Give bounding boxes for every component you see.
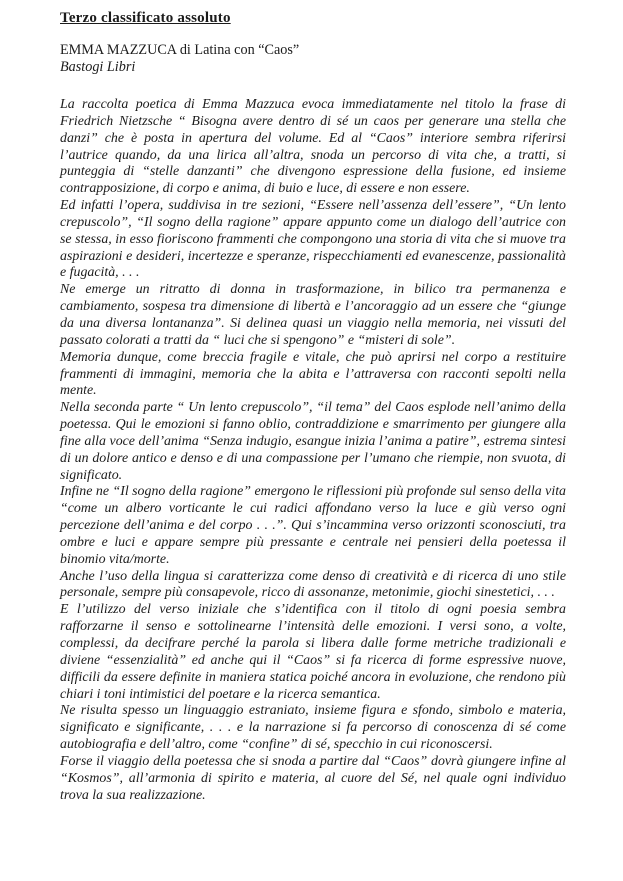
paragraph-6: Infine ne “Il sogno della ragione” emergono le riflessioni più profonde sul senso della vita “come un albero vorticante le cui radici affondano verso la luce e giù verso ogni percezione dell’anima e del corpo . . .”. Qui s’incammina verso orizzonti sconosciuti, tra ombre e luci e appare sempre più pressante e centrale nei pensieri della poetessa il binomio vita/morte. [60, 484, 566, 567]
paragraph-10: Forse il viaggio della poetessa che si snoda a partire dal “Caos” dovrà giungere infine al “Kosmos”, all’armonia di spirito e materia, al cuore del Sé, nel quale ogni individuo trova la sua realizzazione. [60, 753, 566, 803]
publisher-line: Bastogi Libri [60, 58, 136, 75]
paragraph-7: Anche l’uso della lingua si caratterizza come denso di creatività e di ricerca di uno stile personale, sempre più consapevole, ricco di assonanze, metonimie, giochi sinestetici, . . . [60, 568, 566, 601]
paragraph-3: Ne emerge un ritratto di donna in trasformazione, in bilico tra permanenza e cambiamento, sospesa tra dimensione di libertà e l’ancoraggio ad un essere che “giunge da una diversa lontananza”. Si delinea quasi un viaggio nella memoria, nei vissuti del passato colorati a tratti da “ luci che si spengono” e “misteri di sole”. [60, 282, 566, 348]
paragraph-1: La raccolta poetica di Emma Mazzuca evoca immediatamente nel titolo la frase di Friedrich Nietzsche “ Bisogna avere dentro di sé un caos per generare una stella che danzi” che è posta in apertura del volume. Ed al “Caos” interiore sembra riferirsi l’autrice quando, da una lirica all’altra, snoda un percorso di vita che, a tratti, si punteggia di “stelle danzanti” che divengono espressione della fusione, ed insieme contrapposizione, di corpo e anima, di buio e luce, di essere e non essere. [60, 97, 566, 197]
review-body [60, 97, 566, 804]
paragraph-2: Ed infatti l’opera, suddivisa in tre sezioni, “Essere nell’assenza dell’essere”, “Un lento crepuscolo”, “Il sogno della ragione” appare appunto come un dialogo dell’autrice con se stessa, in esso fioriscono frammenti che compongono una storia di vita che si muove tra aspirazioni e desideri, incertezze e speranze, rispecchiamenti ed evanescenze, passionalità e fugacità, . . . [60, 198, 566, 281]
paragraph-5: Nella seconda parte “ Un lento crepuscolo”, “il tema” del Caos esplode nell’animo della poetessa. Qui le emozioni si fanno oblio, contraddizione e smarrimento per giungere alla fine alla voce dell’anima “Senza indugio, esangue inizia l’anima a patire”, estrema sintesi di un dolore antico e denso e di una compassione per l’umano che riempie, non svuota, di significato. [60, 400, 566, 483]
paragraph-9: Ne risulta spesso un linguaggio estraniato, insieme figura e sfondo, simbolo e materia, significato e significante, . . . e la narrazione si fa percorso di conoscenza di sé come autobiografia e dell’altro, come “confine” di sé, specchio in cui riconoscersi. [60, 703, 566, 753]
paragraph-4: Memoria dunque, come breccia fragile e vitale, che può aprirsi nel corpo a restituire frammenti di immagini, memoria che la abita e l’attraversa con racconti sepolti nella mente. [60, 349, 566, 399]
author-line: EMMA MAZZUCA di Latina con “Caos” [60, 42, 300, 58]
document-title: Terzo classificato assoluto [60, 10, 231, 26]
paragraph-8: E l’utilizzo del verso iniziale che s’identifica con il titolo di ogni poesia sembra rafforzarne il senso e sottolinearne l’intensità delle emozioni. I versi sono, a volte, complessi, da decifrare perché la parola si libera dalle forme metriche tradizionali e diviene “essenzialità” ed anche qui il “Caos” si fa ricerca di forme espressive nuove, difficili da essere definite in maniera statica poiché ancora in evoluzione, che rendono più chiari i toni intimistici del poetare e la ricerca semantica. [60, 602, 566, 702]
byline-block [60, 42, 566, 75]
